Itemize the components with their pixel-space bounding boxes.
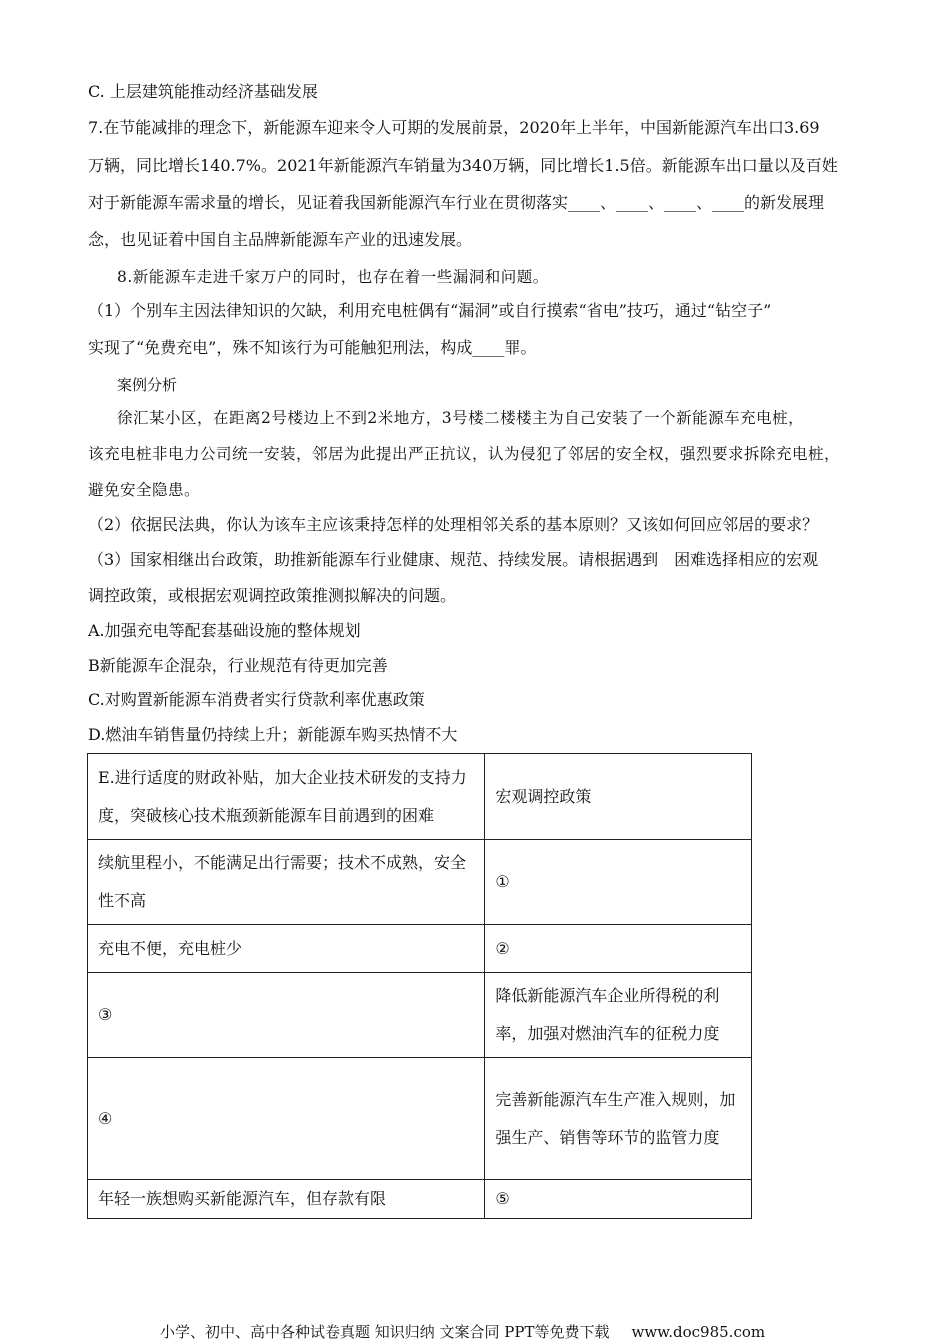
case-analysis-heading: 案例分析 <box>117 376 178 394</box>
question-8-title: 8.新能源车走进千家万户的同时，也存在着一些漏洞和问题。 <box>117 268 549 286</box>
table-cell: ④ <box>88 1058 485 1180</box>
table-cell: E.进行适度的财政补贴，加大企业技术研发的支持力度，突破核心技术瓶颈新能源车目前遇到的困难 <box>88 754 485 840</box>
footer-text: 小学、初中、高中各种试卷真题 知识归纳 文案合同 PPT等免费下载 <box>160 1323 610 1341</box>
table-row <box>88 925 752 973</box>
table-cell: 完善新能源汽车生产准入规则，加强生产、销售等环节的监管力度 <box>485 1058 752 1180</box>
table-row <box>88 754 752 840</box>
table-cell: 续航里程小，不能满足出行需要；技术不成熟，安全性不高 <box>88 840 485 925</box>
question-7-line-1: 7.在节能减排的理念下，新能源车迎来令人可期的发展前景，2020年上半年，中国新能源汽车出口3.69 <box>88 118 820 137</box>
option-a: A.加强充电等配套基础设施的整体规划 <box>88 621 361 640</box>
table-cell: ⑤ <box>485 1180 752 1219</box>
table-cell: ① <box>485 840 752 925</box>
case-line-2: 该充电桩非电力公司统一安装，邻居为此提出严正抗议，认为侵犯了邻居的安全权，强烈要求拆除充电桩， <box>88 445 841 463</box>
question-7-line-4: 念，也见证着中国自主品牌新能源车产业的迅速发展。 <box>88 230 473 249</box>
line-option-c: C. 上层建筑能推动经济基础发展 <box>88 82 318 101</box>
table-cell: ③ <box>88 973 485 1058</box>
table-row <box>88 1180 752 1219</box>
question-8-part-1-line-1: （1）个别车主因法律知识的欠缺，利用充电桩偶有“漏洞”或自行摸索“省电”技巧，通过“钻空子” <box>88 301 772 320</box>
question-7-line-3: 对于新能源车需求量的增长，见证着我国新能源汽车行业在贯彻落实____、____、____、____的新发展理 <box>88 193 825 212</box>
option-b: B新能源车企混杂，行业规范有待更加完善 <box>88 656 388 675</box>
table-cell: 年轻一族想购买新能源汽车，但存款有限 <box>88 1180 485 1219</box>
footer-site-link[interactable]: www.doc985.com <box>631 1323 766 1341</box>
page-footer <box>160 1322 765 1342</box>
question-8-part-1-line-2: 实现了“免费充电”，殊不知该行为可能触犯刑法，构成____罪。 <box>88 338 537 357</box>
policy-table <box>87 753 752 1219</box>
table-cell: 宏观调控政策 <box>485 754 752 840</box>
table-row <box>88 973 752 1058</box>
question-8-part-3-line-1: （3）国家相继出台政策，助推新能源车行业健康、规范、持续发展。请根据遇到 困难选择相应的宏观 <box>88 550 819 569</box>
table-row <box>88 1058 752 1180</box>
option-d: D.燃油车销售量仍持续上升；新能源车购买热情不大 <box>88 725 458 744</box>
case-line-3: 避免安全隐患。 <box>88 481 201 499</box>
table-row <box>88 840 752 925</box>
table-cell: 充电不便，充电桩少 <box>88 925 485 973</box>
table-cell: 降低新能源汽车企业所得税的利率，加强对燃油汽车的征税力度 <box>485 973 752 1058</box>
question-8-part-3-line-2: 调控政策，或根据宏观调控政策推测拟解决的问题。 <box>88 586 457 605</box>
table-cell: ② <box>485 925 752 973</box>
option-c: C.对购置新能源车消费者实行贷款利率优惠政策 <box>88 690 425 709</box>
question-7-line-2: 万辆，同比增长140.7%。2021年新能源汽车销量为340万辆，同比增长1.5倍。新能源车出口量以及百姓 <box>88 156 838 175</box>
case-line-1: 徐汇某小区，在距离2号楼边上不到2米地方，3号楼二楼楼主为自己安装了一个新能源车充电桩， <box>117 409 805 427</box>
question-8-part-2: （2）依据民法典，你认为该车主应该秉持怎样的处理相邻关系的基本原则？又该如何回应邻居的要求？ <box>88 515 819 534</box>
